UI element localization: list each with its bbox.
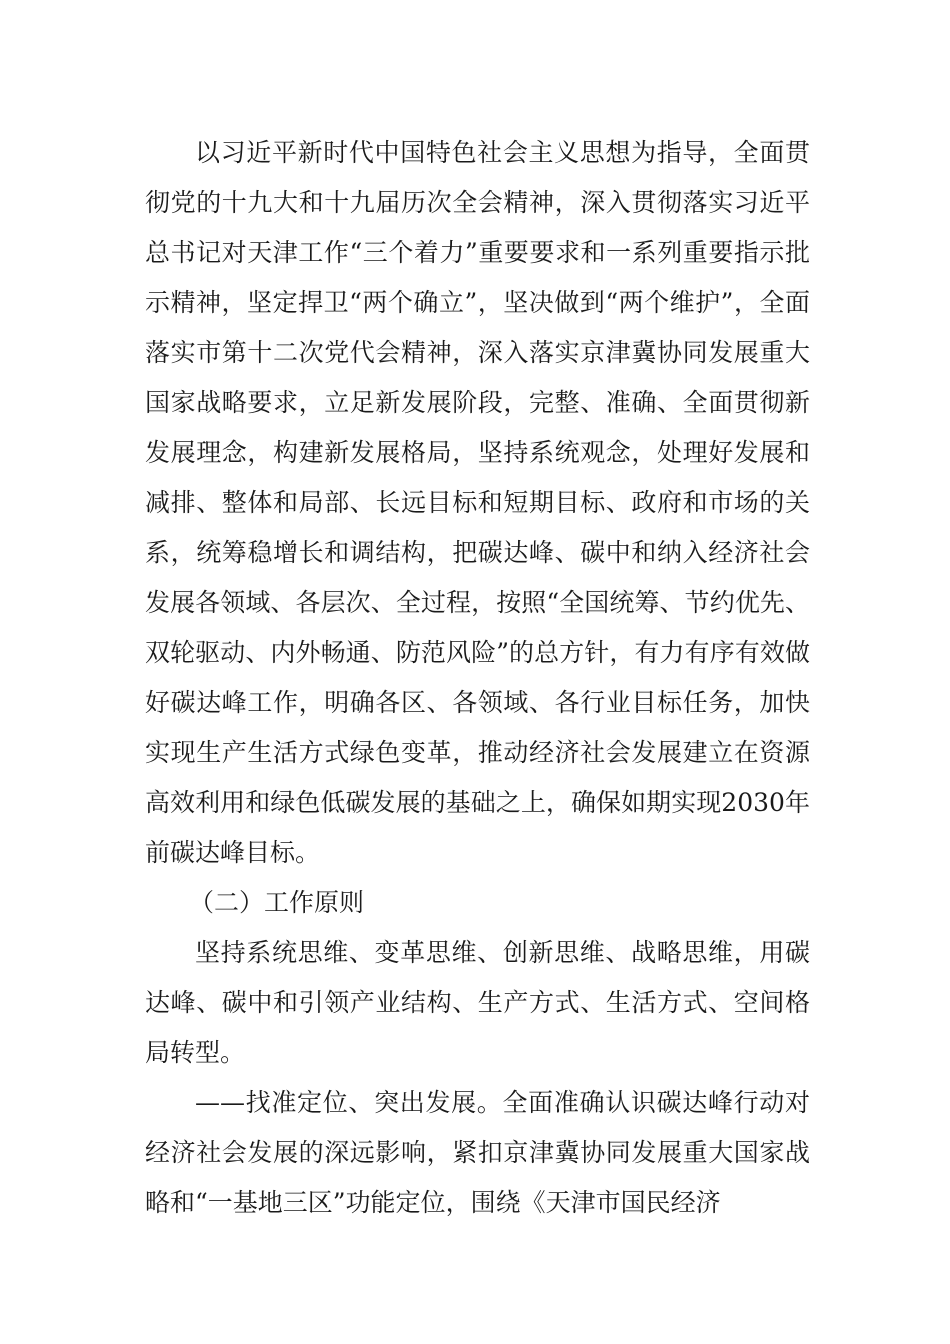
paragraph-systems-thinking: 坚持系统思维、变革思维、创新思维、战略思维，用碳达峰、碳中和引领产业结构、生产方式、生活方式、空间格局转型。 — [145, 938, 810, 1067]
paragraph-positioning: ——找准定位、突出发展。全面准确认识碳达峰行动对经济社会发展的深远影响，紧扣京津冀协同发展重大国家战略和“一基地三区”功能定位，围绕《天津市国民经济 — [145, 1088, 810, 1217]
paragraph-guiding-ideology: 以习近平新时代中国特色社会主义思想为指导，全面贯彻党的十九大和十九届历次全会精神，深入贯彻落实习近平总书记对天津工作“三个着力”重要要求和一系列重要指示批示精神，坚定捍卫“两个确立”，坚决做到“两个维护”，全面落实市第十二次党代会精神，深入落实京津冀协同发展重大国家战略要求，立足新发展阶段，完整、准确、全面贯彻新发展理念，构建新发展格局，坚持系统观念，处理好发展和减排、整体和局部、长远目标和短期目标、政府和市场的关系，统筹稳增长和调结构，把碳达峰、碳中和纳入经济社会发展各领域、各层次、全过程，按照“全国统筹、节约优先、双轮驱动、内外畅通、防范风险”的总方针，有力有序有效做好碳达峰工作，明确各区、各领域、各行业目标任务，加快实现生产生活方式绿色变革，推动经济社会发展建立在资源高效利用和绿色低碳发展的基础之上，确保如期实现2030年前碳达峰目标。 — [145, 138, 810, 867]
document-body — [145, 128, 810, 1228]
section-heading-working-principles: （二）工作原则 — [189, 888, 365, 917]
